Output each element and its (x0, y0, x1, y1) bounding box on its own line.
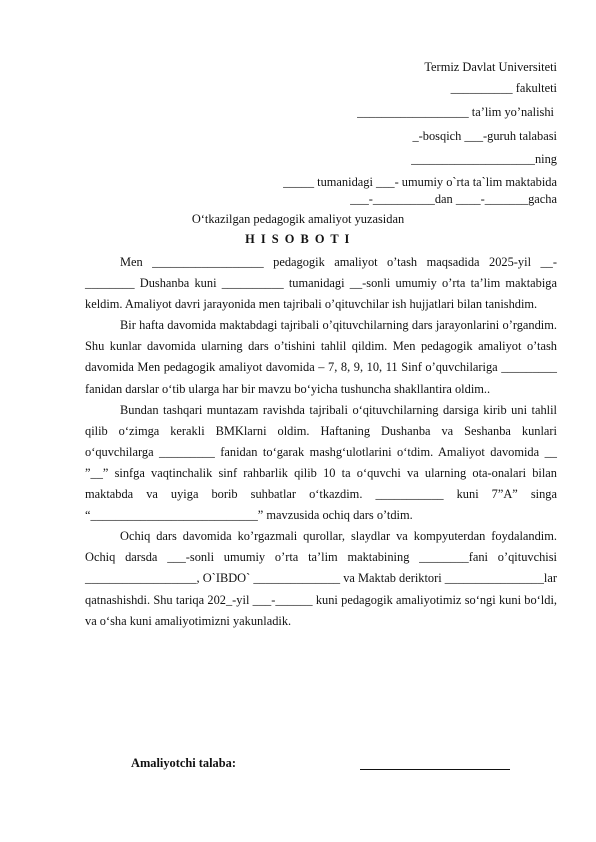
student-name-line: ____________________ning (411, 152, 557, 166)
faculty-line: __________ fakulteti (450, 81, 557, 95)
university-name: Termiz Davlat Universiteti (424, 60, 557, 74)
paragraph-observation: Bir hafta davomida maktabdagi tajribali o’qituvchilarning dars jarayonlarini o’rgandim. Shu kunlar davomida ularning dars o’tishini tahlil qildim. Men pedagogik amaliyot o’tash davomida Men pedagogik amaliyot davomida – 7, 8, 9, 10, 11 Sinf o’quvchilariga _________ fanidan darslar o‘tib ularga har bir mavzu bo‘yicha tushuncha shakllantira oldim.. (85, 318, 557, 396)
direction-line: __________________ ta’lim yo’nalishi (357, 105, 554, 119)
signature-line (360, 769, 510, 770)
report-body (85, 252, 557, 632)
signature-label: Amaliyotchi talaba: (131, 756, 236, 770)
paragraph-activities: Bundan tashqari muntazam ravishda tajribali o‘qituvchilarning darsiga kirib uni tahlil qilib o‘zimga kerakli BMKlarni oldim. Haftaning Dushanba va Seshanba kunlari o‘quvchilarga _________ fanidan to‘garak mashg‘ulotlarini o‘tdim. Amaliyot davomida __ ”__” sinfga vaqtinchalik sinf rahbarlik qilib 10 ta o‘quvchi va ularning ota-onalari bilan maktabda va uyiga borib suhbatlar o‘tkazdim. ___________ kuni 7”A” singa “___________________________” mavzusida ochiq dars o’tdim. (85, 402, 557, 523)
dates-line: ___-__________dan ____-_______gacha (350, 192, 557, 206)
report-title: H I S O B O T I (245, 232, 351, 246)
paragraph-arrival: Men __________________ pedagogik amaliyot o’tash maqsadida 2025-yil __-________ Dushanba kuni __________ tumanidagi __-sonli umumiy o’rta ta’lim maktabiga keldim. Amaliyot davri jarayonida men tajribali o’qituvchilar ish hujjatlari bilan tanishdim. (85, 255, 557, 312)
practice-caption: O‘tkazilgan pedagogik amaliyot yuzasidan (191, 212, 405, 226)
paragraph-open-lesson: Ochiq dars davomida ko’rgazmali qurollar, slaydlar va kompyuterdan foydalandim. Ochiq darsda ___-sonli umumiy o’rta ta’lim maktabining ________fani o’qituvchisi __________________, O`IBDO` ______________ va Maktab deriktori ________________lar qatnashishdi. Shu tariqa 202_-yil ___-______ kuni pedagogik amaliyotimiz so‘ngi kuni bo‘ldi, va o‘sha kuni amaliyotimizni yakunladik. (85, 529, 557, 628)
school-line: _____ tumanidagi ___- umumiy o`rta ta`lim maktabida (283, 175, 557, 189)
student-course-line: _-bosqich ___-guruh talabasi (412, 129, 557, 143)
